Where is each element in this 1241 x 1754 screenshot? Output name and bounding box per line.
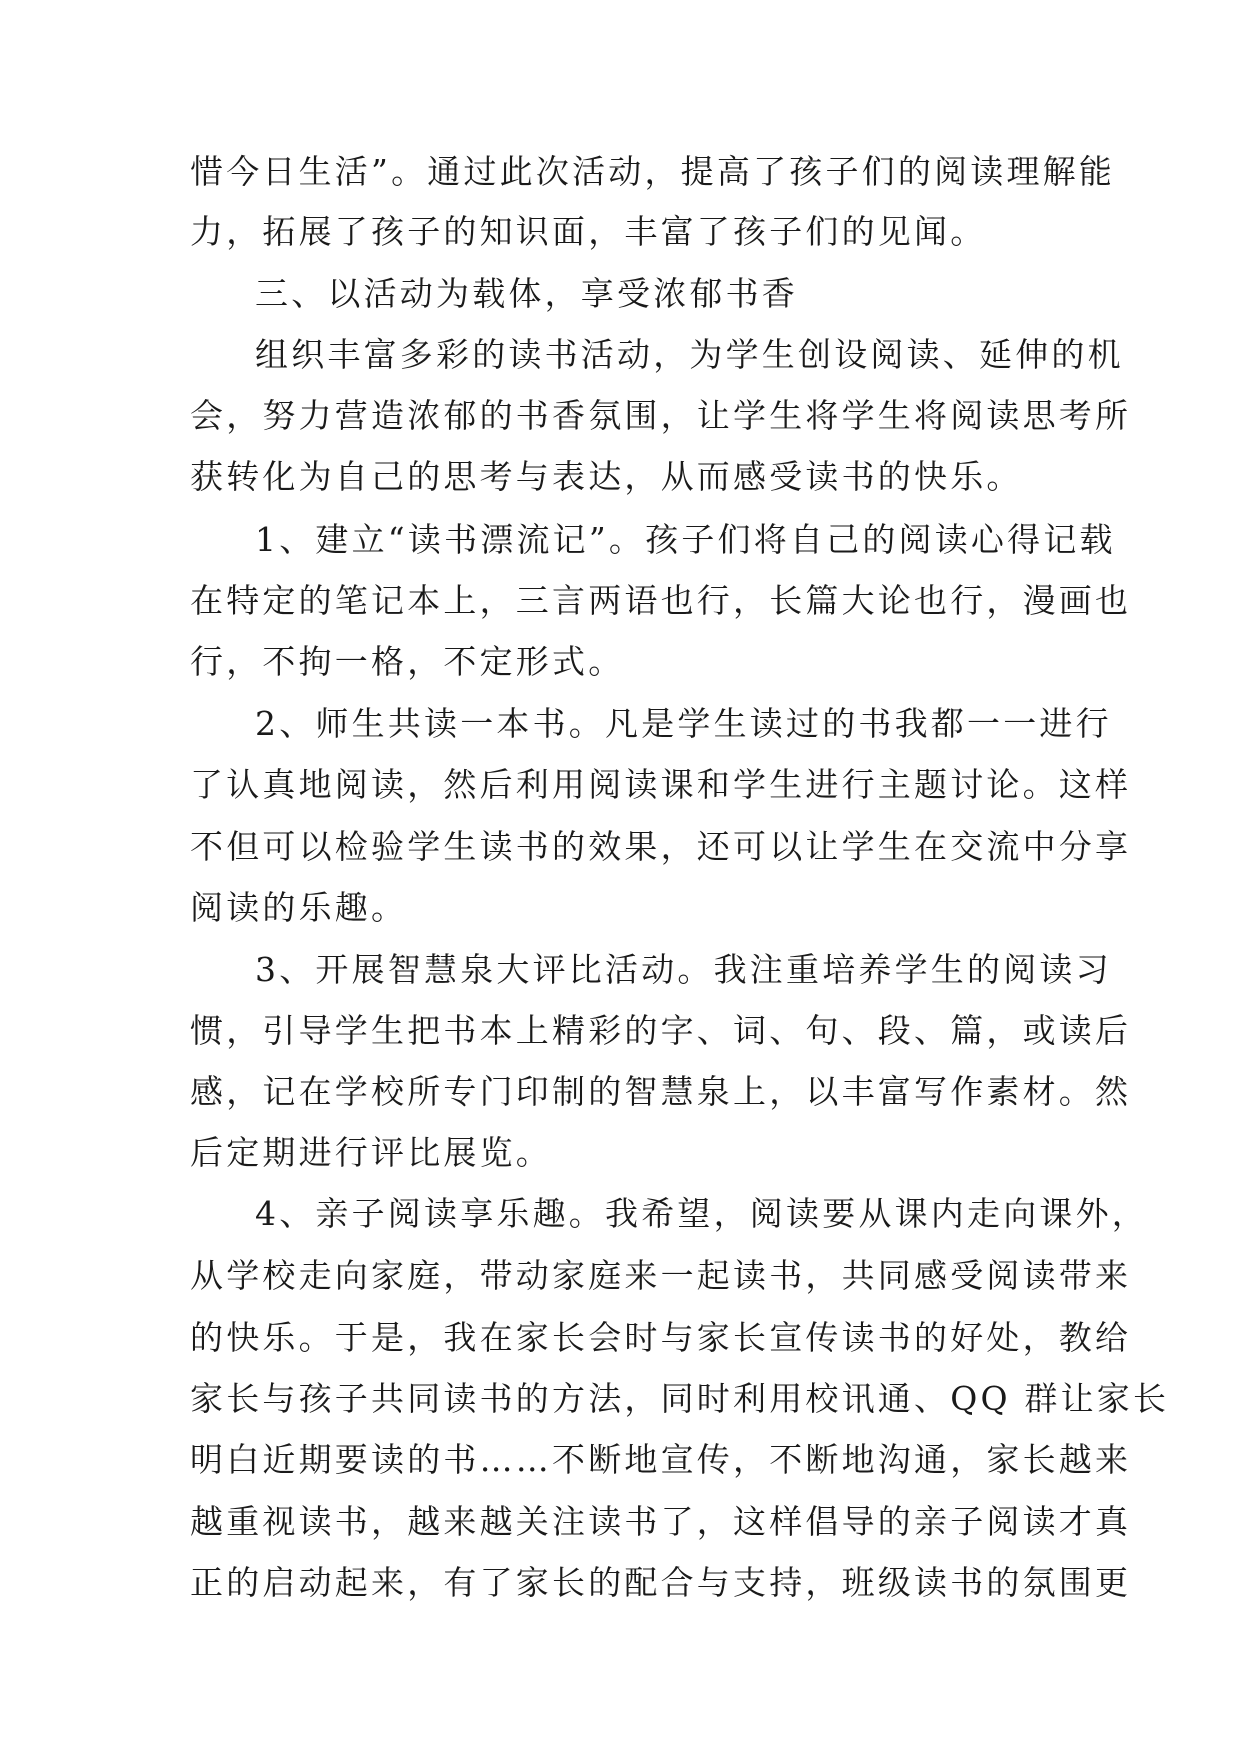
text-line: 行，不拘一格，不定形式。 xyxy=(190,642,625,681)
text-line: 惯，引导学生把书本上精彩的字、词、句、段、篇，或读后 xyxy=(190,1011,1132,1050)
text-line: 获转化为自己的思考与表达，从而感受读书的快乐。 xyxy=(190,457,1023,496)
text-line: 在特定的笔记本上，三言两语也行，长篇大论也行，漫画也 xyxy=(190,581,1132,620)
paragraph-first-line: 1、建立“读书漂流记”。孩子们将自己的阅读心得记载 xyxy=(255,520,1116,559)
paragraph-first-line: 2、师生共读一本书。凡是学生读过的书我都一一进行 xyxy=(255,704,1112,743)
text-line: 阅读的乐趣。 xyxy=(190,888,408,927)
section-heading: 三、以活动为载体，享受浓郁书香 xyxy=(255,274,798,313)
text-line: 明白近期要读的书……不断地宣传，不断地沟通，家长越来 xyxy=(190,1440,1132,1479)
paragraph-first-line: 4、亲子阅读享乐趣。我希望，阅读要从课内走向课外， xyxy=(255,1194,1148,1233)
text-line: 正的启动起来，有了家长的配合与支持，班级读书的氛围更 xyxy=(190,1563,1132,1602)
text-line: 惜今日生活”。通过此次活动，提高了孩子们的阅读理解能 xyxy=(190,152,1116,191)
text-line: 从学校走向家庭，带动家庭来一起读书，共同感受阅读带来 xyxy=(190,1256,1132,1295)
text-line: 不但可以检验学生读书的效果，还可以让学生在交流中分享 xyxy=(190,827,1132,866)
paragraph-first-line: 3、开展智慧泉大评比活动。我注重培养学生的阅读习 xyxy=(255,950,1112,989)
text-line: 家长与孩子共同读书的方法，同时利用校讯通、QQ 群让家长 xyxy=(190,1379,1170,1418)
text-line: 的快乐。于是，我在家长会时与家长宣传读书的好处，教给 xyxy=(190,1318,1132,1357)
text-line: 后定期进行评比展览。 xyxy=(190,1133,552,1172)
text-line: 力，拓展了孩子的知识面，丰富了孩子们的见闻。 xyxy=(190,212,987,251)
text-line: 越重视读书，越来越关注读书了，这样倡导的亲子阅读才真 xyxy=(190,1502,1132,1541)
paragraph-first-line: 组织丰富多彩的读书活动，为学生创设阅读、延伸的机 xyxy=(255,335,1124,374)
text-line: 感，记在学校所专门印制的智慧泉上，以丰富写作素材。然 xyxy=(190,1072,1132,1111)
text-line: 会，努力营造浓郁的书香氛围，让学生将学生将阅读思考所 xyxy=(190,396,1132,435)
text-line: 了认真地阅读，然后利用阅读课和学生进行主题讨论。这样 xyxy=(190,765,1132,804)
